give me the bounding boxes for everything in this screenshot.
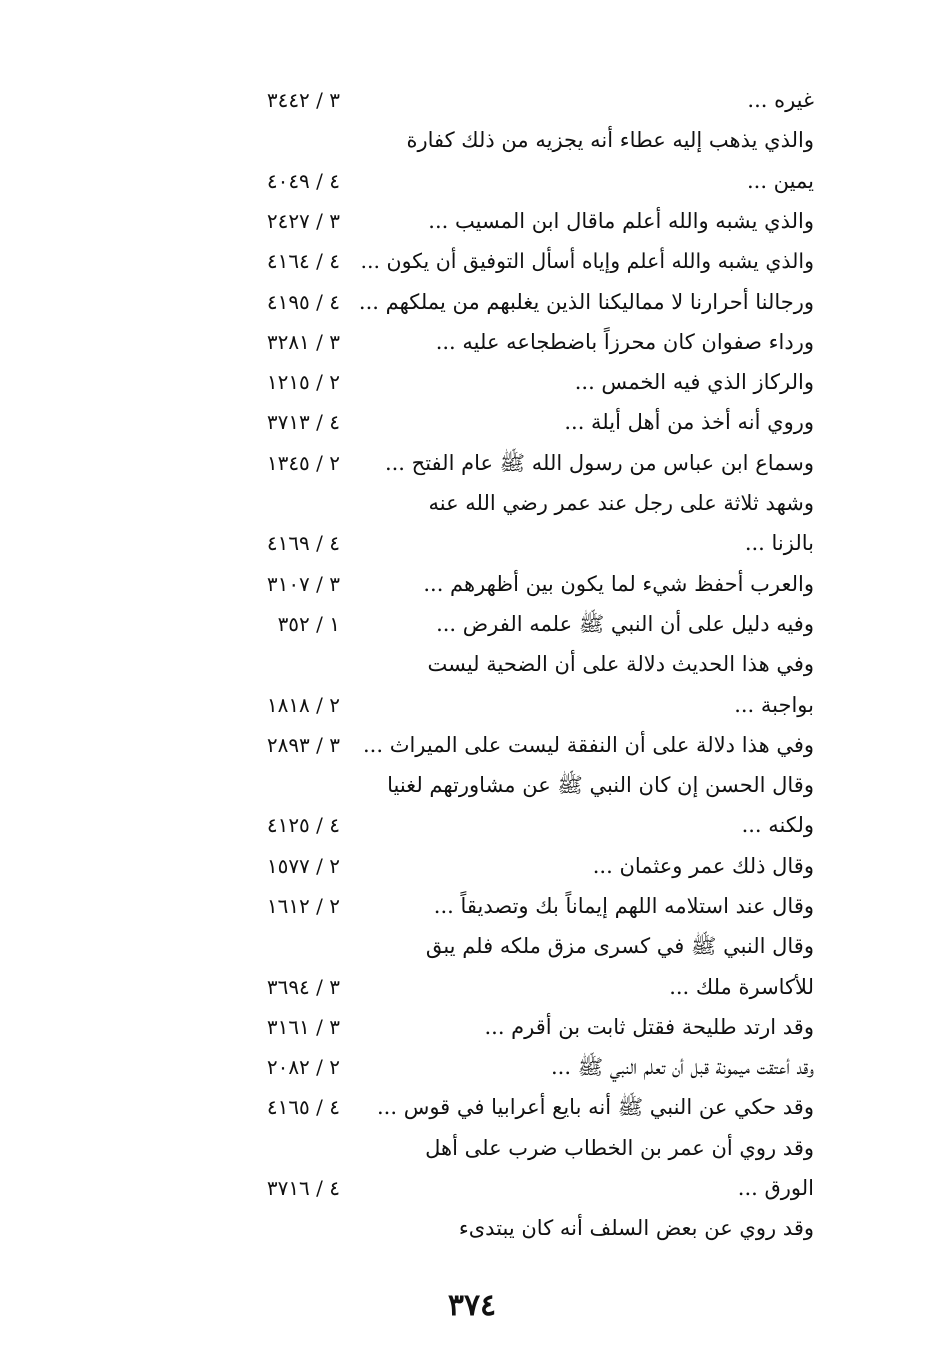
entry-reference: ٢ / ٢٠٨٢ xyxy=(266,1055,340,1079)
index-row xyxy=(228,725,814,765)
index-row xyxy=(228,322,814,362)
index-row xyxy=(228,1128,814,1168)
index-row xyxy=(228,80,814,120)
entry-reference: ٣ / ٢٤٢٧ xyxy=(266,209,340,233)
entry-text: وقال النبي ﷺ في كسرى مزق ملكه فلم يبق xyxy=(425,934,814,958)
index-row xyxy=(228,161,814,201)
entry-reference: ٣ / ٣٤٤٢ xyxy=(266,88,340,112)
entry-text: بواجبة ... xyxy=(734,693,814,717)
entry-reference: ٤ / ٤١٦٩ xyxy=(266,531,340,555)
entry-text: وفيه دليل على أن النبي ﷺ علمه الفرض ... xyxy=(436,612,814,636)
index-row xyxy=(228,765,814,805)
entry-reference: ٤ / ٤١٩٥ xyxy=(266,290,340,314)
entry-reference: ٣ / ٣١٦١ xyxy=(266,1015,340,1039)
index-row xyxy=(228,926,814,966)
entry-text: وقال الحسن إن كان النبي ﷺ عن مشاورتهم لغنيا xyxy=(387,773,814,797)
entry-reference: ٤ / ٤١٦٥ xyxy=(266,1095,340,1119)
entry-reference: ٢ / ١٦١٢ xyxy=(266,894,340,918)
entry-reference: ٤ / ٤١٢٥ xyxy=(266,813,340,837)
page-number: ٣٧٤ xyxy=(447,1288,497,1323)
entry-text: والذي يذهب إليه عطاء أنه يجزيه من ذلك كفارة xyxy=(406,128,814,152)
index-row xyxy=(228,846,814,886)
entry-text: وقد روي عن بعض السلف أنه كان يبتدىء xyxy=(458,1216,814,1240)
entry-reference xyxy=(228,1208,340,1248)
entry-reference: ٣ / ٢٨٩٣ xyxy=(266,733,340,757)
index-row xyxy=(228,282,814,322)
entry-reference xyxy=(228,765,340,805)
entry-reference xyxy=(228,120,340,160)
entry-text: ورجالنا أحرارنا لا مماليكنا الذين يغلبهم من يملكهم ... xyxy=(358,290,814,314)
entry-text: للأكاسرة ملك ... xyxy=(669,975,814,999)
index-row xyxy=(228,523,814,563)
entry-text: ولكنه ... xyxy=(741,813,814,837)
index-row xyxy=(228,443,814,483)
entry-text: وروي أنه أخذ من أهل أيلة ... xyxy=(564,410,814,434)
entry-reference: ٣ / ٣٦٩٤ xyxy=(266,975,340,999)
entry-text: والركاز الذي فيه الخمس ... xyxy=(574,370,814,394)
entry-text: يمين ... xyxy=(746,169,814,193)
entry-reference: ٢ / ١٢١٥ xyxy=(266,370,340,394)
index-row xyxy=(228,886,814,926)
index-row xyxy=(228,362,814,402)
index-row xyxy=(228,402,814,442)
entry-text: والذي يشبه والله أعلم ماقال ابن المسيب ... xyxy=(428,209,814,233)
entry-reference xyxy=(228,926,340,966)
entry-reference: ٣ / ٣٢٨١ xyxy=(266,330,340,354)
entry-reference: ٤ / ٤١٦٤ xyxy=(266,249,340,273)
entry-text: والعرب أحفظ شيء لما يكون بين أظهرهم ... xyxy=(423,572,814,596)
index-row xyxy=(228,967,814,1007)
entry-text: غيره ... xyxy=(747,88,814,112)
index-entries xyxy=(228,80,814,1250)
entry-text: الورق ... xyxy=(737,1176,814,1200)
entry-text: وسماع ابن عباس من رسول الله ﷺ عام الفتح ... xyxy=(384,451,814,475)
entry-text: ورداء صفوان كان محرزاً باضطجاعه عليه ... xyxy=(435,330,814,354)
index-row xyxy=(228,564,814,604)
entry-reference: ٤ / ٣٧١٣ xyxy=(266,410,340,434)
index-row xyxy=(228,241,814,281)
index-row xyxy=(228,685,814,725)
entry-reference xyxy=(228,1128,340,1168)
index-row xyxy=(228,805,814,845)
entry-reference: ٤ / ٤٠٤٩ xyxy=(266,169,340,193)
entry-text: وقال عند استلامه اللهم إيماناً بك وتصديقاً ... xyxy=(433,894,814,918)
entry-text: والذي يشبه والله أعلم وإياه أسأل التوفيق أن يكون ... xyxy=(360,249,814,273)
entry-reference: ٢ / ١٣٤٥ xyxy=(266,451,340,475)
index-row xyxy=(228,1007,814,1047)
entry-text: وفي هذا دلالة على أن النفقة ليست على الميراث ... xyxy=(363,733,814,757)
entry-text: وشهد ثلاثة على رجل عند عمر رضي الله عنه xyxy=(428,491,814,515)
entry-text: وقد أعتقت ميمونة قبل أن تعلم النبي ﷺ ... xyxy=(551,1055,814,1079)
entry-reference: ٣ / ٣١٠٧ xyxy=(266,572,340,596)
entry-text: وقال ذلك عمر وعثمان ... xyxy=(592,854,814,878)
index-row xyxy=(228,201,814,241)
index-row xyxy=(228,120,814,160)
entry-text: وقد حكي عن النبي ﷺ أنه بايع أعرابيا في قوس ... xyxy=(377,1095,814,1119)
entry-text: بالزنا ... xyxy=(744,531,814,555)
entry-text: وقد روي أن عمر بن الخطاب ضرب على أهل xyxy=(425,1136,814,1160)
entry-reference: ٢ / ١٨١٨ xyxy=(266,693,340,717)
index-row xyxy=(228,1047,814,1087)
entry-text: وقد ارتد طليحة فقتل ثابت بن أقرم ... xyxy=(484,1015,814,1039)
index-row xyxy=(228,1208,814,1248)
entry-reference: ٤ / ٣٧١٦ xyxy=(266,1176,340,1200)
index-row xyxy=(228,483,814,523)
index-row xyxy=(228,1168,814,1208)
index-row xyxy=(228,644,814,684)
index-row xyxy=(228,604,814,644)
entry-reference xyxy=(228,644,340,684)
entry-reference: ١ / ٣٥٢ xyxy=(277,612,340,636)
index-row xyxy=(228,1087,814,1127)
entry-text: وفي هذا الحديث دلالة على أن الضحية ليست xyxy=(427,652,814,676)
entry-reference xyxy=(228,483,340,523)
entry-reference: ٢ / ١٥٧٧ xyxy=(266,854,340,878)
